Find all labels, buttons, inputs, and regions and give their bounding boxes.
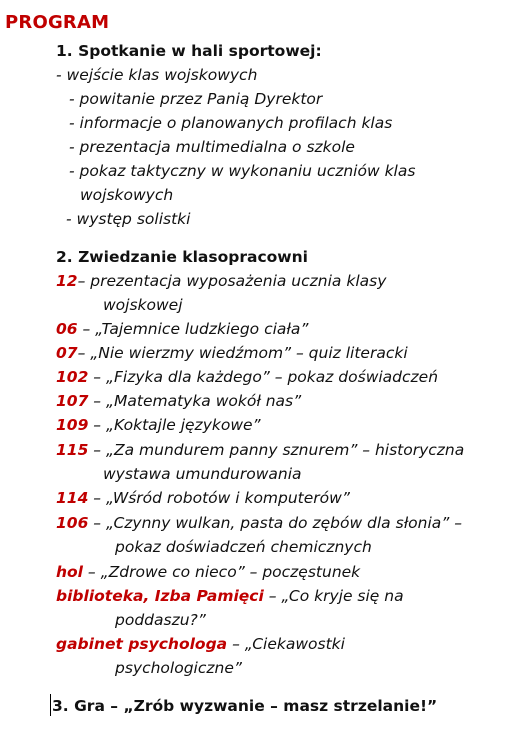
room-description: – „Wśród robotów i komputerów” [88,489,350,507]
section1-item: - występ solistki [66,210,191,228]
section3-number: 3. [52,697,69,715]
section3-text: Gra – „Zrób wyzwanie – masz strzelanie!” [68,697,438,715]
room-line [56,272,386,290]
room-description: – „Matematyka wokół nas” [88,392,302,410]
room-line-continuation: wystawa umundurowania [103,465,302,483]
room-description: – „Za mundurem panny sznurem” – historyczna [88,441,465,459]
room-description: – prezentacja wyposażenia ucznia klasy [77,272,387,290]
room-description: – „Czynny wulkan, pasta do zębów dla słonia” – [88,514,462,532]
room-line [56,392,301,410]
room-line [56,368,438,386]
room-number: hol [56,563,83,581]
room-number: gabinet psychologa [56,635,228,653]
room-line [56,563,360,581]
room-line [56,320,308,338]
section1-item-continuation: wojskowych [80,186,174,204]
room-line [56,344,408,362]
room-line-continuation: psychologiczne” [115,659,242,677]
room-description: – „Co kryje się na [263,587,404,605]
section1-item: - informacje o planowanych profilach klas [69,114,393,132]
room-description: – „Koktajle językowe” [88,416,261,434]
room-line [56,489,350,507]
room-number: 115 [56,441,89,459]
section1-item: - prezentacja multimedialna o szkole [69,138,355,156]
room-line-continuation: poddaszu?” [115,611,206,629]
room-line-continuation: pokaz doświadczeń chemicznych [115,538,372,556]
program-title: PROGRAM [5,12,110,33]
room-line-continuation: wojskowej [103,296,183,314]
room-description: – „Zdrowe co nieco” – poczęstunek [83,563,361,581]
section1-item: - pokaz taktyczny w wykonaniu uczniów klas [69,162,416,180]
text-cursor [50,694,51,716]
section2-heading: 2. Zwiedzanie klasopracowni [56,248,308,266]
room-line [56,416,261,434]
room-number: 102 [56,368,89,386]
section1-item: - powitanie przez Panią Dyrektor [69,90,323,108]
room-description: – „Nie wierzmy wiedźmom” – quiz literacki [77,344,408,362]
room-number: 107 [56,392,89,410]
section1-item: - wejście klas wojskowych [56,66,258,84]
section1-heading: 1. Spotkanie w hali sportowej: [56,42,322,60]
room-number: 106 [56,514,89,532]
room-number: 12 [56,272,78,290]
section3-heading [52,697,437,715]
room-line [56,441,464,459]
room-line [56,587,404,605]
room-line [56,514,462,532]
room-number: 07 [56,344,78,362]
room-line [56,635,345,653]
room-number: biblioteka, Izba Pamięci [56,587,264,605]
room-number: 06 [56,320,78,338]
room-description: – „Tajemnice ludzkiego ciała” [77,320,309,338]
room-description: – „Ciekawostki [227,635,345,653]
room-number: 114 [56,489,89,507]
room-description: – „Fizyka dla każdego” – pokaz doświadczeń [88,368,439,386]
room-number: 109 [56,416,89,434]
